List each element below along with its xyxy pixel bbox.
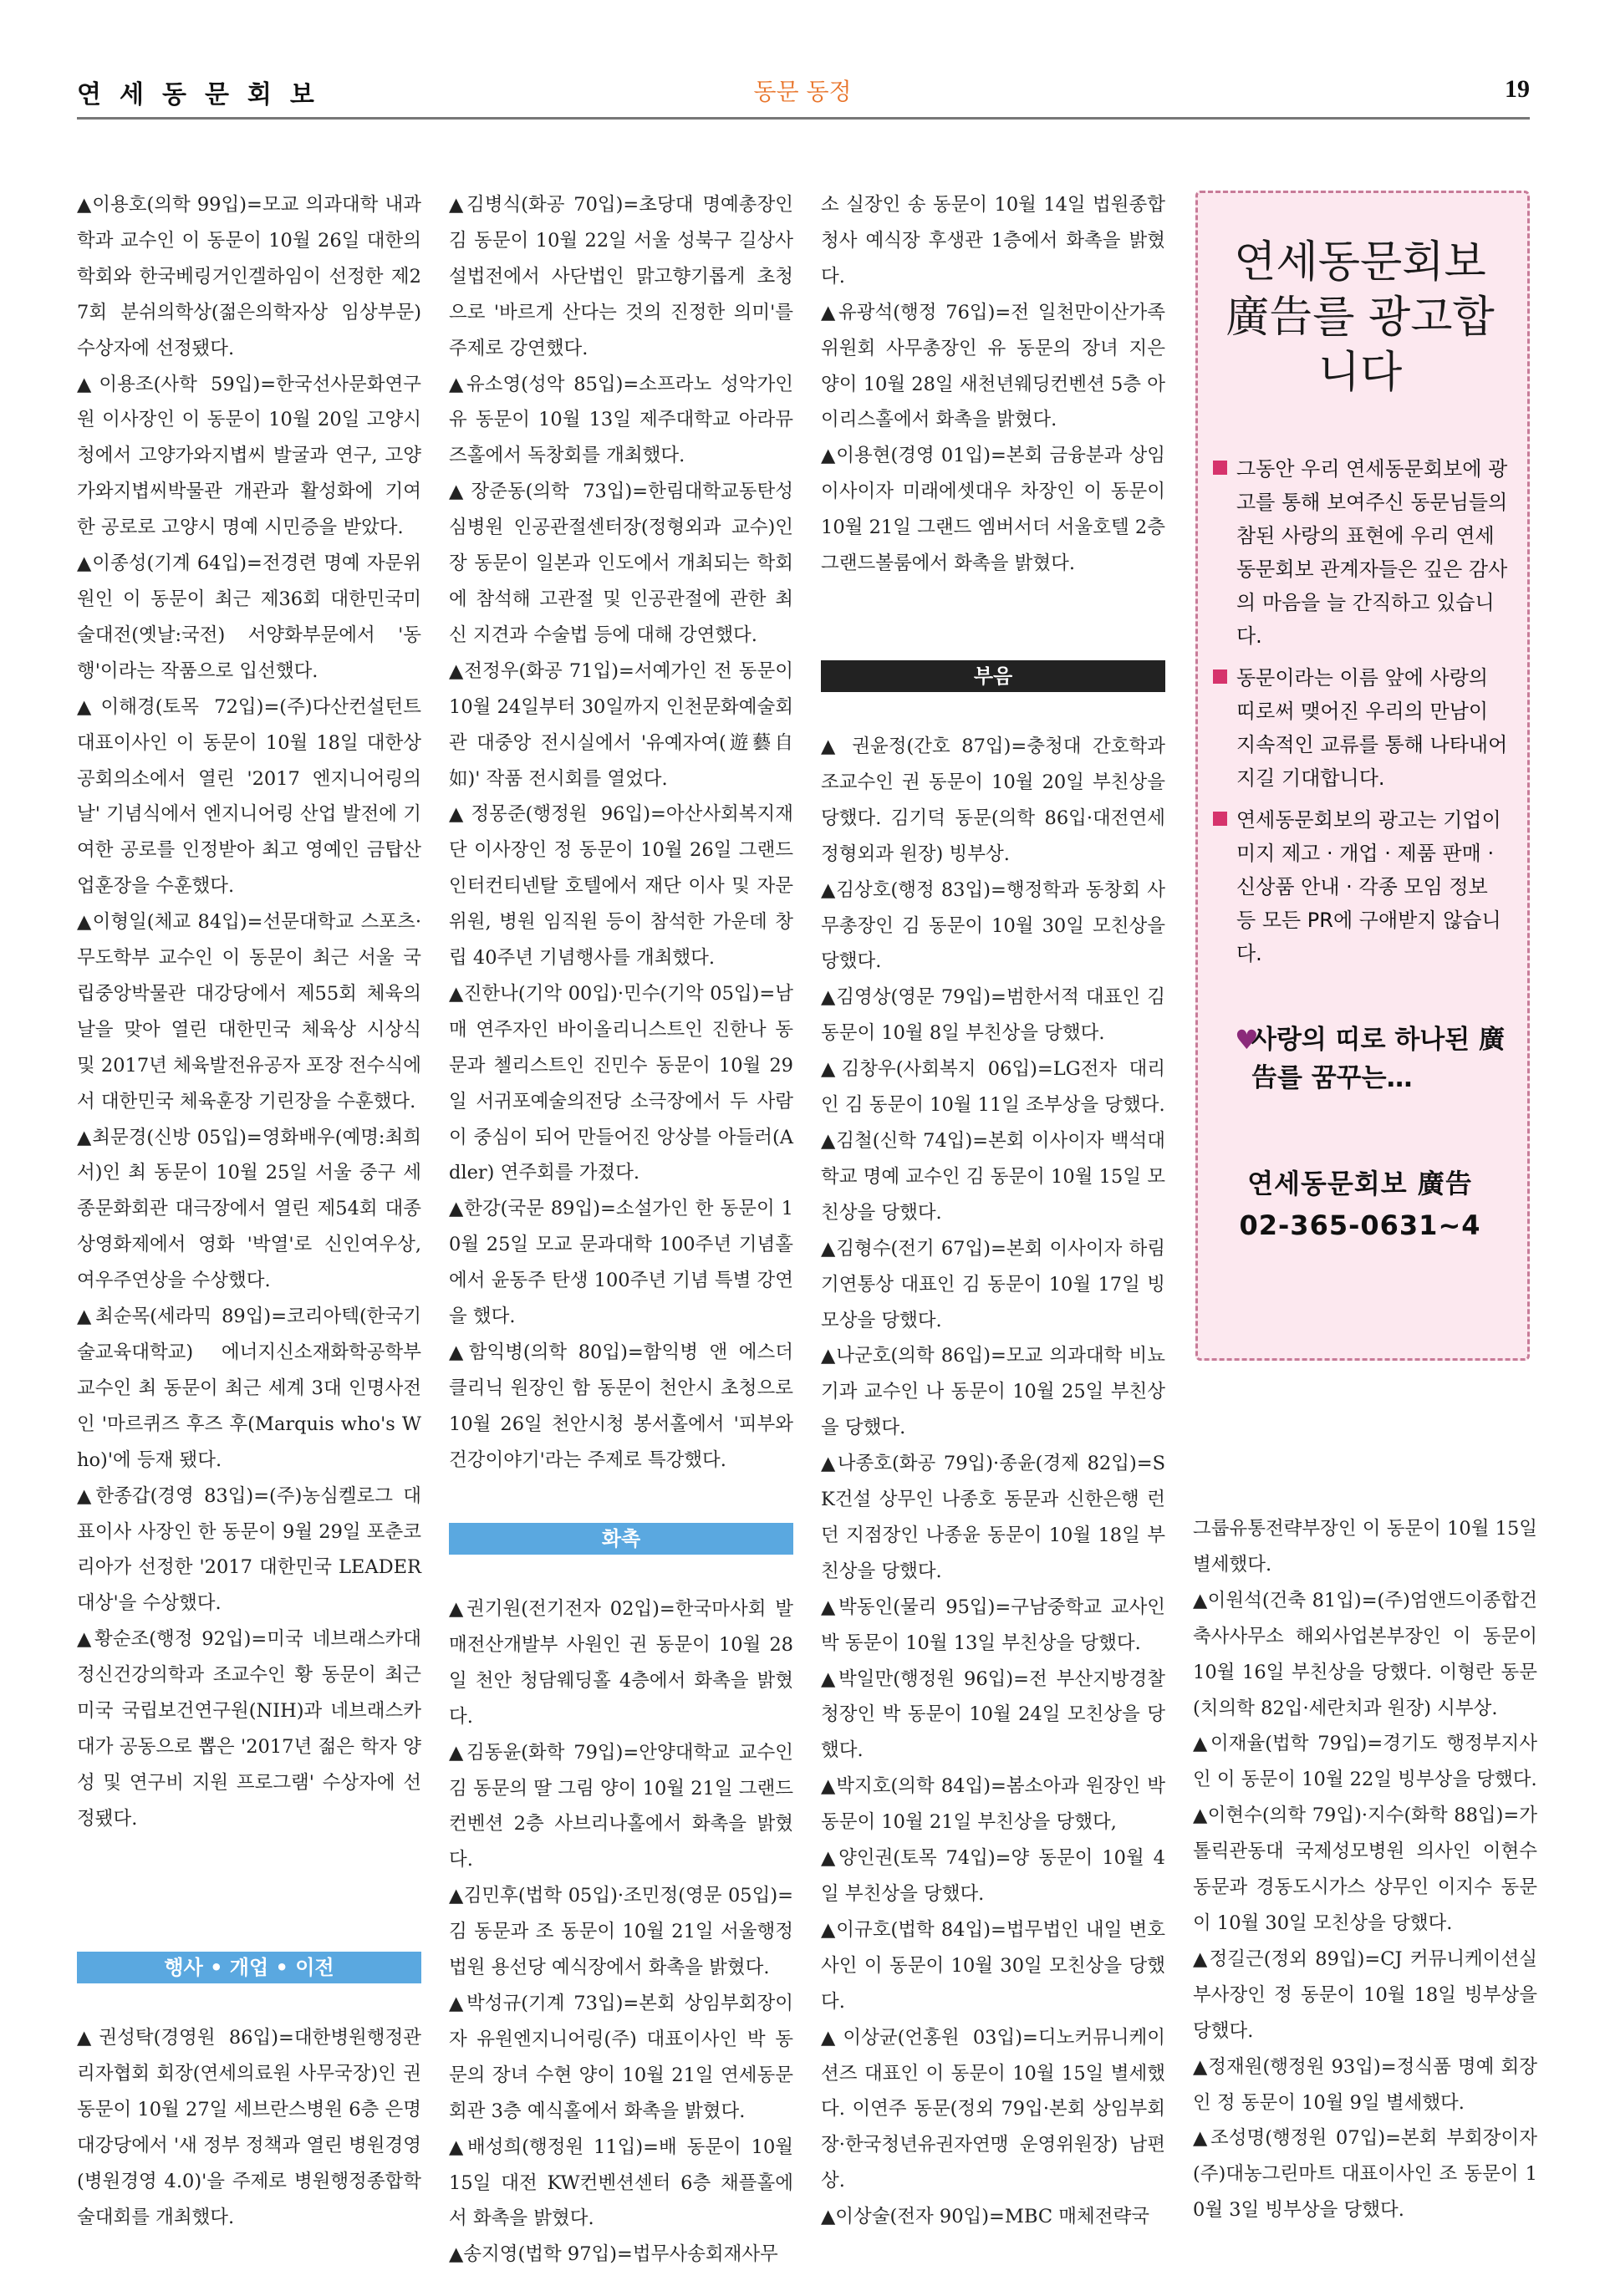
news-item: ▲유소영(성악 85입)=소프라노 성악가인 유 동문이 10월 13일 제주대학교 아라뮤즈홀에서 독창회를 개최했다. <box>449 373 793 467</box>
column-2 <box>449 187 793 1479</box>
ad-list-item <box>1211 661 1509 795</box>
wedding-item: ▲송지영(법학 97입)=법무사송회재사무 <box>449 2243 778 2266</box>
ad-slogan-text: 사랑의 띠로 하나된 廣告를 꿈꾸는… <box>1251 1025 1505 1093</box>
obituary-item: ▲ 권윤정(간호 87입)=충청대 간호학과 조교수인 권 동문이 10월 20일 부친상을 당했다. 김기덕 동문(의학 86입·대전연세정형외과 원장) 빙부상. <box>821 736 1165 865</box>
obituary-item: ▲김철(신학 74입)=본회 이사이자 백석대학교 명예 교수인 김 동문이 10월 15일 모친상을 당했다. <box>821 1129 1165 1224</box>
obituary-item: ▲김창우(사회복지 06입)=LG전자 대리인 김 동문이 10월 11일 조부상을 당했다. <box>821 1058 1165 1117</box>
square-bullet-icon <box>1213 461 1227 475</box>
wedding-item: 소 실장인 송 동문이 10월 14일 법원종합청사 예식장 후생관 1층에서 화촉을 밝혔다. <box>821 194 1165 288</box>
column-1 <box>77 187 421 1837</box>
ad-contact-name: 연세동문회보 廣告 <box>1247 1168 1473 1199</box>
obituary-item: ▲박동인(물리 95입)=구남중학교 교사인 박 동문이 10월 13일 부친상을 당했다. <box>821 1596 1165 1654</box>
news-item: ▲이용호(의학 99입)=모교 의과대학 내과학과 교수인 이 동문이 10월 26일 대한의학회와 한국베링거인겔하임이 선정한 제27회 분쉬의학상(젊은의학자상 임상부문) 수상자에 선정됐다. <box>77 194 421 359</box>
events-header: 행사 • 개업 • 이전 <box>77 1952 421 1983</box>
wedding-item: ▲김민후(법학 05입)·조민정(영문 05입)=김 동문과 조 동문이 10월 21일 서울행정법원 용선당 예식장에서 화촉을 밝혔다. <box>449 1885 793 1979</box>
obituary-item: ▲양인권(토목 74입)=양 동문이 10월 4일 부친상을 당했다. <box>821 1847 1165 1905</box>
obituary-item: ▲나종호(화공 79입)·종윤(경제 82입)=SK건설 상무인 나종호 동문과 신한은행 런던 지점장인 나종윤 동문이 10월 18일 부친상을 당했다. <box>821 1453 1165 1582</box>
news-item: ▲장준동(의학 73입)=한림대학교동탄성심병원 인공관절센터장(정형외과 교수)인 장 동문이 일본과 인도에서 개최되는 학회에 참석해 고관절 및 인공관절에 관한 최신 지견과 수술법 등에 대해 강연했다. <box>449 481 793 646</box>
news-item: ▲진한나(기악 00입)·민수(기악 05입)=남매 연주자인 바이올리니스트인 진한나 동문과 첼리스트인 진민수 동문이 10월 29일 서귀포예술의전당 소극장에서 두 사람이 중심이 되어 만들어진 앙상블 아들러(Adler) 연주회를 가졌다. <box>449 982 793 1184</box>
news-item: ▲이종성(기계 64입)=전경련 명예 자문위원인 이 동문이 최근 제36회 대한민국미술대전(옛날:국전) 서양화부문에서 '동행'이라는 작품으로 입선했다. <box>77 552 421 682</box>
news-item: ▲황순조(행정 92입)=미국 네브래스카대 정신건강의학과 조교수인 황 동문이 최근 미국 국립보건연구원(NIH)과 네브래스카대가 공동으로 뽑은 '2017년 젊은 학자 양성 및 연구비 지원 프로그램' 수상자에 선정됐다. <box>77 1628 421 1830</box>
news-item: ▲정몽준(행정원 96입)=아산사회복지재단 이사장인 정 동문이 10월 26일 그랜드 인터컨티넨탈 호텔에서 재단 이사 및 자문위원, 병원 임직원 등이 참석한 가운데 창립 40주년 기념행사를 개최했다. <box>449 803 793 970</box>
news-item: ▲함익병(의학 80입)=함익병 앤 에스더 클리닉 원장인 함 동문이 천안시 초청으로 10월 26일 천안시청 봉서홀에서 '피부와 건강이야기'라는 주제로 특강했다. <box>449 1341 793 1471</box>
ad-box <box>1195 191 1530 1361</box>
obituary-item: ▲이현수(의학 79입)·지수(화학 88입)=가톨릭관동대 국제성모병원 의사인 이현수 동문과 경동도시가스 상무인 이지수 동문이 10월 30일 모친상을 당했다. <box>1193 1805 1537 1934</box>
square-bullet-icon <box>1213 812 1227 826</box>
ad-list-text: 연세동문회보의 광고는 기업이미지 제고 · 개업 · 제품 판매 · 신상품 안내 · 각종 모임 정보 등 모든 PR에 구애받지 않습니다. <box>1236 808 1501 965</box>
obituary-section <box>821 660 1165 2235</box>
square-bullet-icon <box>1213 669 1227 684</box>
events-section <box>77 1952 421 2235</box>
obituary-item: ▲나군호(의학 86입)=모교 의과대학 비뇨기과 교수인 나 동문이 10월 25일 부친상을 당했다. <box>821 1345 1165 1439</box>
news-item: ▲한강(국문 89입)=소설가인 한 동문이 10월 25일 모교 문과대학 100주년 기념홀에서 윤동주 탄생 100주년 기념 특별 강연을 했다. <box>449 1198 793 1328</box>
news-item: ▲최문경(신방 05입)=영화배우(예명:최희서)인 최 동문이 10월 25일 서울 중구 세종문화회관 대극장에서 열린 제54회 대종상영화제에서 영화 '박열'로 신인여우상, 여우주연상을 수상했다. <box>77 1126 421 1292</box>
ad-list-text: 그동안 우리 연세동문회보에 광고를 통해 보여주신 동문님들의 참된 사랑의 표현에 우리 연세동문회보 관계자들은 깊은 감사의 마음을 늘 간직하고 있습니다. <box>1236 457 1508 648</box>
obituary-item: ▲김상호(행정 83입)=행정학과 동창회 사무총장인 김 동문이 10월 30일 모친상을 당했다. <box>821 878 1165 973</box>
obituary-item: ▲이규호(법학 84입)=법무법인 내일 변호사인 이 동문이 10월 30일 모친상을 당했다. <box>821 1918 1165 2013</box>
ad-list-item <box>1211 803 1509 970</box>
column-3 <box>821 187 1165 582</box>
obituary-item: ▲김영상(영문 79입)=범한서적 대표인 김 동문이 10월 8일 부친상을 당했다. <box>821 986 1165 1045</box>
obituary-item: ▲이상술(전자 90입)=MBC 매체전략국 <box>821 2206 1149 2228</box>
column-4 <box>1193 1511 1537 2228</box>
masthead: 연세동문회보 <box>77 80 333 109</box>
obituary-item: ▲정길근(정외 89입)=CJ 커뮤니케이션실 부사장인 정 동문이 10월 18일 빙부상을 당했다. <box>1193 1947 1537 2042</box>
heart-icon: ♥ <box>1235 1024 1259 1056</box>
ad-slogan <box>1211 1021 1509 1097</box>
page-number: 19 <box>1505 75 1530 103</box>
news-item: ▲한종갑(경영 83입)=(주)농심켈로그 대표이사 사장인 한 동문이 9월 29일 포춘코리아가 선정한 '2017 대한민국 LEADER 대상'을 수상했다. <box>77 1484 421 1615</box>
obituary-header: 부음 <box>821 660 1165 692</box>
obituary-item: ▲이상균(언홍원 03입)=디노커뮤니케이션즈 대표인 이 동문이 10월 15일 별세했다. 이연주 동문(정외 79입·본회 상임부회장·한국청년유권자연맹 운영위원장) 남편상. <box>821 2026 1165 2192</box>
wedding-item: ▲김동윤(화학 79입)=안양대학교 교수인 김 동문의 딸 그림 양이 10월 21일 그랜드 컨벤션 2층 사브리나홀에서 화촉을 밝혔다. <box>449 1741 793 1871</box>
news-item: ▲전정우(화공 71입)=서예가인 전 동문이 10월 24일부터 30일까지 인천문화예술회관 대중앙 전시실에서 '유예자여(遊藝自如)' 작품 전시회를 열었다. <box>449 659 793 790</box>
wedding-item: ▲유광석(행정 76입)=전 일천만이산가족위원회 사무총장인 유 동문의 장녀 지은 양이 10월 28일 새천년웨딩컨벤션 5층 아이리스홀에서 화촉을 밝혔다. <box>821 301 1165 431</box>
wedding-item: ▲이용현(경영 01입)=본회 금융분과 상임이사이자 미래에셋대우 차장인 이 동문이 10월 21일 그랜드 엠버서더 서울호텔 2층 그랜드볼룸에서 화촉을 밝혔다. <box>821 445 1165 575</box>
ad-list-item <box>1211 452 1509 653</box>
obituary-item: ▲이원석(건축 81입)=(주)엄앤드이종합건축사사무소 해외사업본부장인 이 동문이 10월 16일 부친상을 당했다. 이형란 동문(치의학 82입·세란치과 원장) 시부상. <box>1193 1589 1537 1719</box>
wedding-item: ▲권기원(전기전자 02입)=한국마사회 발매전산개발부 사원인 권 동문이 10월 28일 천안 청담웨딩홀 4층에서 화촉을 밝혔다. <box>449 1598 793 1728</box>
ad-contact-phone: 02-365-0631~4 <box>1239 1209 1481 1241</box>
ad-list <box>1211 452 1509 970</box>
wedding-item: ▲박성규(기계 73입)=본회 상임부회장이자 유원엔지니어링(주) 대표이사인 박 동문의 장녀 수현 양이 10월 21일 연세동문회관 3층 예식홀에서 화촉을 밝혔다. <box>449 1992 793 2122</box>
news-item: ▲최순목(세라믹 89입)=코리아텍(한국기술교육대학교) 에너지신소재화학공학부 교수인 최 동문이 최근 세계 3대 인명사전인 '마르퀴즈 후즈 후(Marquis who's Who)'에 등재 됐다. <box>77 1306 421 1471</box>
obituary-item: ▲김형수(전기 67입)=본회 이사이자 하림기연통상 대표인 김 동문이 10월 17일 빙모상을 당했다. <box>821 1237 1165 1331</box>
event-item: ▲권성탁(경영원 86입)=대한병원행정관리자협회 회장(연세의료원 사무국장)인 권 동문이 10월 27일 세브란스병원 6층 은명대강당에서 '새 정부 정책과 열린 병원경영(병원경영 4.0)'을 주제로 병원행정종합학술대회를 개최했다. <box>77 2027 421 2228</box>
ad-list-text: 동문이라는 이름 앞에 사랑의 띠로써 맺어진 우리의 만남이 지속적인 교류를 통해 나타내어지길 기대합니다. <box>1236 666 1508 790</box>
obituary-item: ▲이재율(법학 79입)=경기도 행정부지사인 이 동문이 10월 22일 빙부상을 당했다. <box>1193 1733 1537 1791</box>
obituary-item: 그룹유통전략부장인 이 동문이 10월 15일 별세했다. <box>1193 1518 1537 1576</box>
wedding-section <box>449 1523 793 2273</box>
section-title: 동문 동정 <box>753 78 852 105</box>
ad-title: 연세동문회보 廣告를 광고합니다 <box>1225 237 1495 398</box>
wedding-item: ▲배성희(행정원 11입)=배 동문이 10월 15일 대전 KW컨벤션센터 6층 채플홀에서 화촉을 밝혔다. <box>449 2136 793 2230</box>
ad-contact <box>1211 1163 1509 1246</box>
wedding-header: 화촉 <box>449 1523 793 1555</box>
header-rule <box>77 117 1530 120</box>
obituary-item: ▲박지호(의학 84입)=봄소아과 원장인 박 동문이 10월 21일 부친상을 당했다, <box>821 1775 1165 1834</box>
news-item: ▲이용조(사학 59입)=한국선사문화연구원 이사장인 이 동문이 10월 20일 고양시청에서 고양가와지볍씨 발굴과 연구, 고양가와지볍씨박물관 개관과 활성화에 기여한 공로로 고양시 명예 시민증을 받았다. <box>77 373 421 539</box>
obituary-item: ▲조성명(행정원 07입)=본회 부회장이자 (주)대농그린마트 대표이사인 조 동문이 10월 3일 빙부상을 당했다. <box>1193 2127 1537 2222</box>
news-item: ▲이형일(체교 84입)=선문대학교 스포츠·무도학부 교수인 이 동문이 최근 서울 국립중앙박물관 대강당에서 제55회 체육의 날을 맞아 열린 대한민국 체육상 시상식 및 2017년 체육발전유공자 포장 전수식에서 대한민국 체육훈장 기린장을 수훈했다. <box>77 911 421 1112</box>
news-item: ▲김병식(화공 70입)=초당대 명예총장인 김 동문이 10월 22일 서울 성북구 길상사 설법전에서 사단법인 맑고향기롭게 초청으로 '바르게 산다는 것의 진정한 의미'를 주제로 강연했다. <box>449 194 793 359</box>
news-item: ▲이해경(토목 72입)=(주)다산컨설턴트 대표이사인 이 동문이 10월 18일 대한상공회의소에서 열린 '2017 엔지니어링의 날' 기념식에서 엔지니어링 산업 발전에 기여한 공로를 인정받아 최고 영예인 금탑산업훈장을 수훈했다. <box>77 695 421 898</box>
obituary-item: ▲박일만(행정원 96입)=전 부산지방경찰청장인 박 동문이 10월 24일 모친상을 당했다. <box>821 1667 1165 1762</box>
obituary-item: ▲정재원(행정원 93입)=정식품 명예 회장인 정 동문이 10월 9일 별세했다. <box>1193 2055 1537 2114</box>
